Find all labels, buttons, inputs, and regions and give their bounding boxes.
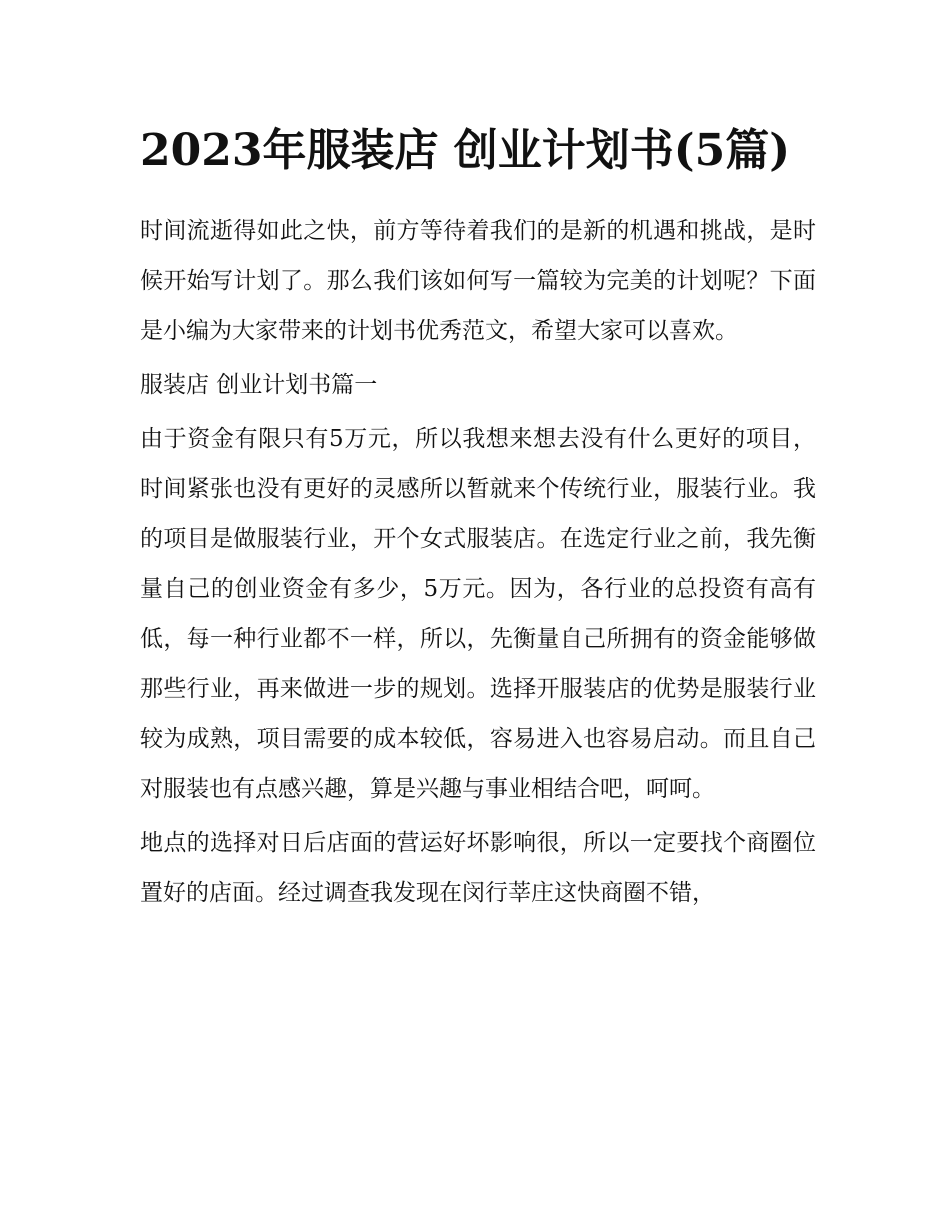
body-paragraph-2: 地点的选择对日后店面的营运好坏影响很，所以一定要找个商圈位置好的店面。经过调查我发现在闵行莘庄这快商圈不错， (140, 830, 816, 906)
section-heading: 服装店 创业计划书篇一 (140, 372, 378, 398)
intro-paragraph: 时间流逝得如此之快，前方等待着我们的是新的机遇和挑战，是时候开始写计划了。那么我们该如何写一篇较为完美的计划呢？下面是小编为大家带来的计划书优秀范文，希望大家可以喜欢。 (140, 218, 816, 344)
document-title: 2023年服装店 创业计划书(5篇) (140, 125, 791, 176)
body-paragraph-1: 由于资金有限只有5万元，所以我想来想去没有什么更好的项目，时间紧张也没有更好的灵感所以暂就来个传统行业，服装行业。我的项目是做服装行业，开个女式服装店。在选定行业之前，我先衡量自己的创业资金有多少，5万元。因为，各行业的总投资有高有低，每一种行业都不一样，所以，先衡量自己所拥有的资金能够做那些行业，再来做进一步的规划。选择开服装店的优势是服装行业较为成熟，项目需要的成本较低，容易进入也容易启动。而且自己对服装也有点感兴趣，算是兴趣与事业相结合吧，呵呵。 (140, 426, 816, 802)
document-body (140, 114, 816, 918)
